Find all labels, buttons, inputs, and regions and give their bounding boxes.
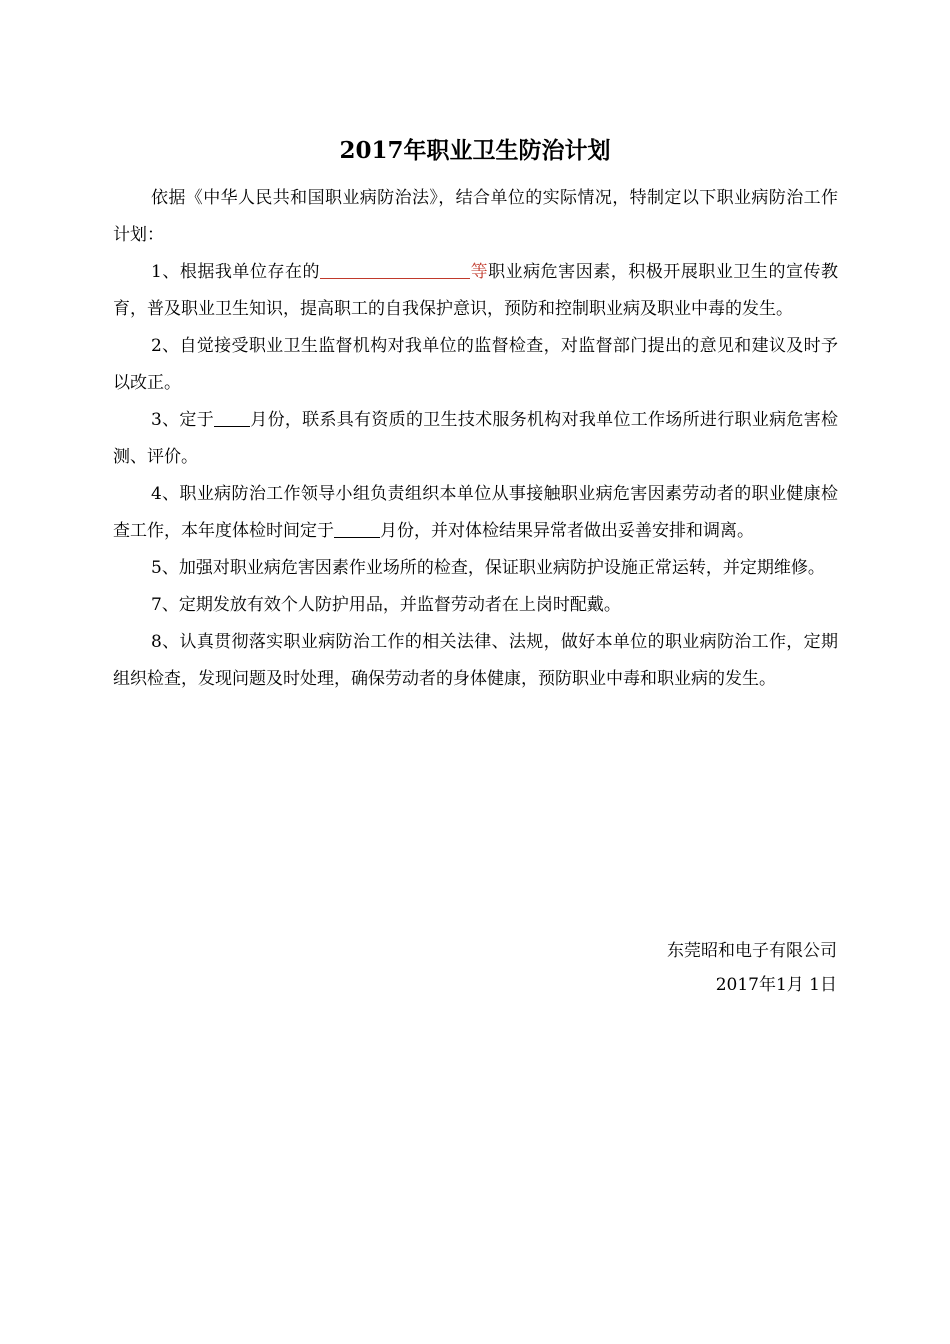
document-title: 2017年职业卫生防治计划 [339,137,611,164]
item-1-text-start: 1、根据我单位存在的 [151,262,321,282]
item-4-text-start: 4、职业病防治工作领导小组负责组织本单位从事接触职业病危害因素劳动者的职业健康检查工作，本年度体检时间定于 [113,484,838,541]
item-5-paragraph: 5、加强对职业病危害因素作业场所的检查，保证职业病防护设施正常运转，并定期维修。 [151,558,825,578]
item-3-paragraph [113,402,838,476]
item-3-text-end: 月份，联系具有资质的卫生技术服务机构对我单位工作场所进行职业病危害检测、评价。 [113,410,838,467]
item-2-paragraph: 2、自觉接受职业卫生监督机构对我单位的监督检查，对监督部门提出的意见和建议及时予以改正。 [113,336,838,393]
company-name: 东莞昭和电子有限公司 [667,941,837,961]
item-1-marker: 等 [470,262,489,282]
item-4-text-end: 月份，并对体检结果异常者做出妥善安排和调离。 [380,521,754,541]
item-1-text-end: 职业病危害因素，积极开展职业卫生的宣传教育，普及职业卫生知识，提高职工的自我保护意识，预防和控制职业病及职业中毒的发生。 [113,262,839,319]
hazard-factor-blank[interactable] [320,260,470,279]
item-3-text-start: 3、定于 [151,410,214,430]
item-8-paragraph: 8、认真贯彻落实职业病防治工作的相关法律、法规，做好本单位的职业病防治工作，定期组织检查，发现问题及时处理，确保劳动者的身体健康，预防职业中毒和职业病的发生。 [113,632,838,689]
item-7-paragraph: 7、定期发放有效个人防护用品，并监督劳动者在上岗时配戴。 [151,595,621,615]
detection-month-blank[interactable] [214,408,250,427]
checkup-month-blank[interactable] [334,519,380,538]
intro-paragraph: 依据《中华人民共和国职业病防治法》，结合单位的实际情况，特制定以下职业病防治工作计划： [113,188,838,245]
item-1-paragraph [113,254,838,328]
document-body [113,180,838,698]
item-4-paragraph [113,476,838,550]
document-date: 2017年1月 1日 [715,975,837,995]
